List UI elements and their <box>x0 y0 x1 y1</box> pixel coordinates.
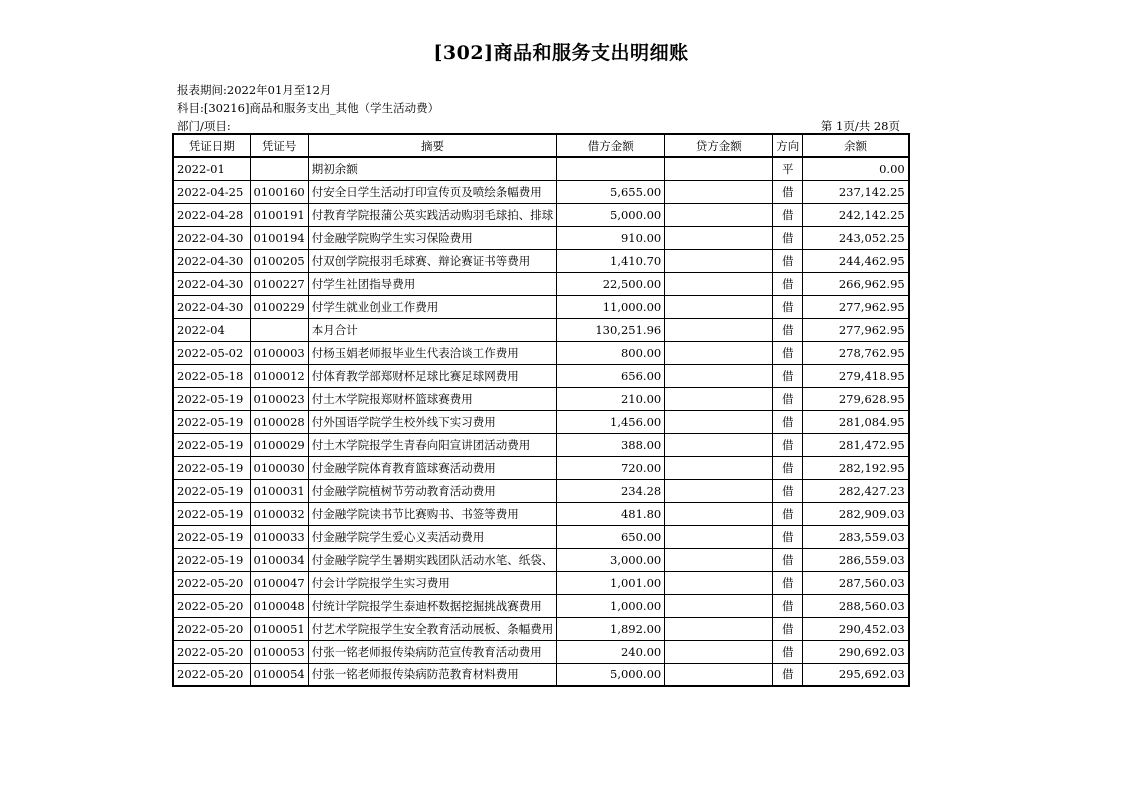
cell-balance: 282,909.03 <box>803 502 909 525</box>
table-row <box>173 318 909 341</box>
cell-debit: 130,251.96 <box>557 318 665 341</box>
cell-debit: 240.00 <box>557 640 665 663</box>
col-header-date: 凭证日期 <box>173 134 250 157</box>
cell-direction: 借 <box>773 180 803 203</box>
cell-credit <box>665 203 773 226</box>
cell-credit <box>665 617 773 640</box>
table-row <box>173 387 909 410</box>
cell-direction: 借 <box>773 249 803 272</box>
cell-direction: 借 <box>773 456 803 479</box>
cell-balance: 290,692.03 <box>803 640 909 663</box>
cell-balance: 278,762.95 <box>803 341 909 364</box>
cell-summary: 付学生社团指导费用 <box>308 272 557 295</box>
cell-debit: 656.00 <box>557 364 665 387</box>
cell-debit: 11,000.00 <box>557 295 665 318</box>
table-row <box>173 180 909 203</box>
table-row <box>173 479 909 502</box>
cell-date: 2022-05-19 <box>173 433 250 456</box>
cell-summary: 付体育教学部郑财杯足球比赛足球网费用 <box>308 364 557 387</box>
account-subject: 科目:[30216]商品和服务支出_其他（学生活动费） <box>177 101 440 115</box>
cell-credit <box>665 479 773 502</box>
cell-voucher: 0100029 <box>250 433 308 456</box>
cell-credit <box>665 295 773 318</box>
cell-voucher: 0100023 <box>250 387 308 410</box>
table-row <box>173 410 909 433</box>
cell-voucher: 0100054 <box>250 663 308 686</box>
cell-credit <box>665 433 773 456</box>
cell-credit <box>665 249 773 272</box>
cell-date: 2022-05-18 <box>173 364 250 387</box>
cell-credit <box>665 341 773 364</box>
cell-date: 2022-04-25 <box>173 180 250 203</box>
col-header-balance: 余额 <box>803 134 909 157</box>
report-period: 报表期间:2022年01月至12月 <box>177 83 332 97</box>
cell-debit: 1,410.70 <box>557 249 665 272</box>
cell-credit <box>665 157 773 180</box>
cell-credit <box>665 226 773 249</box>
cell-debit: 481.80 <box>557 502 665 525</box>
cell-balance: 279,418.95 <box>803 364 909 387</box>
col-header-debit: 借方金额 <box>557 134 665 157</box>
col-header-direction: 方向 <box>773 134 803 157</box>
cell-credit <box>665 640 773 663</box>
cell-voucher: 0100051 <box>250 617 308 640</box>
cell-date: 2022-05-19 <box>173 502 250 525</box>
cell-direction: 借 <box>773 479 803 502</box>
cell-summary: 付教育学院报蒲公英实践活动购羽毛球拍、排球 <box>308 203 557 226</box>
cell-voucher: 0100012 <box>250 364 308 387</box>
cell-voucher: 0100191 <box>250 203 308 226</box>
cell-credit <box>665 502 773 525</box>
cell-summary: 期初余额 <box>308 157 557 180</box>
table-row <box>173 203 909 226</box>
report-title: [302]商品和服务支出明细账 <box>433 42 689 64</box>
cell-summary: 本月合计 <box>308 318 557 341</box>
header-row <box>173 134 909 157</box>
cell-summary: 付土木学院报学生青春向阳宣讲团活动费用 <box>308 433 557 456</box>
cell-summary: 付土木学院报郑财杯篮球赛费用 <box>308 387 557 410</box>
cell-direction: 借 <box>773 617 803 640</box>
cell-credit <box>665 180 773 203</box>
cell-debit: 1,001.00 <box>557 571 665 594</box>
cell-credit <box>665 525 773 548</box>
page-info: 第 1页/共 28页 <box>820 119 900 133</box>
table-row <box>173 617 909 640</box>
cell-summary: 付双创学院报羽毛球赛、辩论赛证书等费用 <box>308 249 557 272</box>
cell-balance: 237,142.25 <box>803 180 909 203</box>
cell-date: 2022-04-30 <box>173 226 250 249</box>
cell-voucher: 0100032 <box>250 502 308 525</box>
department-project: 部门/项目: <box>177 119 231 133</box>
table-row <box>173 502 909 525</box>
cell-date: 2022-05-02 <box>173 341 250 364</box>
cell-debit: 720.00 <box>557 456 665 479</box>
table-row <box>173 341 909 364</box>
cell-summary: 付学生就业创业工作费用 <box>308 295 557 318</box>
cell-direction: 借 <box>773 341 803 364</box>
cell-summary: 付外国语学院学生校外线下实习费用 <box>308 410 557 433</box>
cell-balance: 277,962.95 <box>803 318 909 341</box>
cell-direction: 借 <box>773 663 803 686</box>
cell-voucher: 0100048 <box>250 594 308 617</box>
cell-debit: 234.28 <box>557 479 665 502</box>
cell-direction: 借 <box>773 387 803 410</box>
cell-summary: 付金融学院购学生实习保险费用 <box>308 226 557 249</box>
cell-debit: 5,000.00 <box>557 203 665 226</box>
cell-debit: 910.00 <box>557 226 665 249</box>
cell-voucher: 0100003 <box>250 341 308 364</box>
cell-direction: 借 <box>773 226 803 249</box>
cell-balance: 286,559.03 <box>803 548 909 571</box>
cell-date: 2022-04-28 <box>173 203 250 226</box>
cell-balance: 283,559.03 <box>803 525 909 548</box>
cell-summary: 付张一铭老师报传染病防范宣传教育活动费用 <box>308 640 557 663</box>
cell-credit <box>665 364 773 387</box>
cell-balance: 282,427.23 <box>803 479 909 502</box>
cell-balance: 281,472.95 <box>803 433 909 456</box>
cell-direction: 借 <box>773 272 803 295</box>
cell-debit: 5,000.00 <box>557 663 665 686</box>
cell-voucher: 0100229 <box>250 295 308 318</box>
table-row <box>173 663 909 686</box>
cell-date: 2022-05-19 <box>173 548 250 571</box>
cell-debit: 1,000.00 <box>557 594 665 617</box>
ledger-body <box>173 157 909 686</box>
cell-voucher: 0100047 <box>250 571 308 594</box>
cell-balance: 244,462.95 <box>803 249 909 272</box>
cell-voucher: 0100033 <box>250 525 308 548</box>
cell-direction: 借 <box>773 318 803 341</box>
table-row <box>173 594 909 617</box>
cell-credit <box>665 548 773 571</box>
cell-credit <box>665 456 773 479</box>
cell-voucher: 0100160 <box>250 180 308 203</box>
cell-voucher <box>250 318 308 341</box>
cell-date: 2022-05-19 <box>173 410 250 433</box>
cell-date: 2022-05-19 <box>173 479 250 502</box>
cell-balance: 290,452.03 <box>803 617 909 640</box>
cell-direction: 借 <box>773 203 803 226</box>
cell-balance: 287,560.03 <box>803 571 909 594</box>
cell-direction: 借 <box>773 548 803 571</box>
cell-date: 2022-04-30 <box>173 295 250 318</box>
cell-debit: 22,500.00 <box>557 272 665 295</box>
cell-credit <box>665 272 773 295</box>
cell-summary: 付会计学院报学生实习费用 <box>308 571 557 594</box>
cell-credit <box>665 571 773 594</box>
table-row <box>173 640 909 663</box>
cell-balance: 295,692.03 <box>803 663 909 686</box>
cell-debit <box>557 157 665 180</box>
cell-direction: 借 <box>773 410 803 433</box>
cell-credit <box>665 387 773 410</box>
cell-debit: 800.00 <box>557 341 665 364</box>
cell-date: 2022-05-19 <box>173 525 250 548</box>
cell-date: 2022-04 <box>173 318 250 341</box>
cell-summary: 付统计学院报学生泰迪杯数据挖掘挑战赛费用 <box>308 594 557 617</box>
cell-voucher: 0100031 <box>250 479 308 502</box>
cell-balance: 279,628.95 <box>803 387 909 410</box>
cell-summary: 付金融学院学生暑期实践团队活动水笔、纸袋、 <box>308 548 557 571</box>
cell-voucher: 0100227 <box>250 272 308 295</box>
table-row <box>173 456 909 479</box>
cell-date: 2022-04-30 <box>173 272 250 295</box>
cell-date: 2022-04-30 <box>173 249 250 272</box>
cell-date: 2022-05-20 <box>173 571 250 594</box>
cell-summary: 付艺术学院报学生安全教育活动展板、条幅费用 <box>308 617 557 640</box>
ledger-table <box>172 133 910 687</box>
cell-voucher: 0100053 <box>250 640 308 663</box>
cell-debit: 5,655.00 <box>557 180 665 203</box>
cell-debit: 1,892.00 <box>557 617 665 640</box>
cell-date: 2022-05-20 <box>173 617 250 640</box>
cell-credit <box>665 410 773 433</box>
table-row <box>173 272 909 295</box>
cell-debit: 388.00 <box>557 433 665 456</box>
cell-direction: 借 <box>773 295 803 318</box>
cell-summary: 付金融学院体育教育篮球赛活动费用 <box>308 456 557 479</box>
cell-voucher: 0100194 <box>250 226 308 249</box>
cell-summary: 付金融学院植树节劳动教育活动费用 <box>308 479 557 502</box>
cell-direction: 借 <box>773 571 803 594</box>
cell-balance: 243,052.25 <box>803 226 909 249</box>
cell-date: 2022-05-19 <box>173 456 250 479</box>
cell-date: 2022-05-20 <box>173 594 250 617</box>
cell-voucher: 0100034 <box>250 548 308 571</box>
cell-debit: 3,000.00 <box>557 548 665 571</box>
cell-credit <box>665 663 773 686</box>
table-row <box>173 525 909 548</box>
cell-balance: 277,962.95 <box>803 295 909 318</box>
table-row <box>173 295 909 318</box>
cell-balance: 282,192.95 <box>803 456 909 479</box>
cell-voucher: 0100205 <box>250 249 308 272</box>
table-row <box>173 433 909 456</box>
col-header-summary: 摘要 <box>308 134 557 157</box>
cell-summary: 付金融学院学生爱心义卖活动费用 <box>308 525 557 548</box>
table-row <box>173 571 909 594</box>
cell-direction: 借 <box>773 594 803 617</box>
cell-direction: 借 <box>773 525 803 548</box>
cell-summary: 付张一铭老师报传染病防范教育材料费用 <box>308 663 557 686</box>
table-row <box>173 548 909 571</box>
cell-balance: 281,084.95 <box>803 410 909 433</box>
table-row <box>173 157 909 180</box>
table-row <box>173 364 909 387</box>
cell-balance: 242,142.25 <box>803 203 909 226</box>
cell-voucher: 0100028 <box>250 410 308 433</box>
cell-summary: 付杨玉娟老师报毕业生代表洽谈工作费用 <box>308 341 557 364</box>
cell-date: 2022-05-20 <box>173 663 250 686</box>
col-header-voucher: 凭证号 <box>250 134 308 157</box>
cell-credit <box>665 318 773 341</box>
cell-summary: 付安全日学生活动打印宣传页及喷绘条幅费用 <box>308 180 557 203</box>
col-header-credit: 贷方金额 <box>665 134 773 157</box>
cell-debit: 210.00 <box>557 387 665 410</box>
cell-balance: 266,962.95 <box>803 272 909 295</box>
cell-summary: 付金融学院读书节比赛购书、书签等费用 <box>308 502 557 525</box>
cell-direction: 借 <box>773 502 803 525</box>
cell-direction: 借 <box>773 433 803 456</box>
cell-voucher <box>250 157 308 180</box>
cell-direction: 平 <box>773 157 803 180</box>
cell-credit <box>665 594 773 617</box>
cell-debit: 1,456.00 <box>557 410 665 433</box>
table-row <box>173 249 909 272</box>
cell-voucher: 0100030 <box>250 456 308 479</box>
cell-direction: 借 <box>773 640 803 663</box>
cell-debit: 650.00 <box>557 525 665 548</box>
cell-direction: 借 <box>773 364 803 387</box>
cell-balance: 288,560.03 <box>803 594 909 617</box>
cell-date: 2022-05-20 <box>173 640 250 663</box>
table-row <box>173 226 909 249</box>
cell-date: 2022-01 <box>173 157 250 180</box>
cell-date: 2022-05-19 <box>173 387 250 410</box>
cell-balance: 0.00 <box>803 157 909 180</box>
